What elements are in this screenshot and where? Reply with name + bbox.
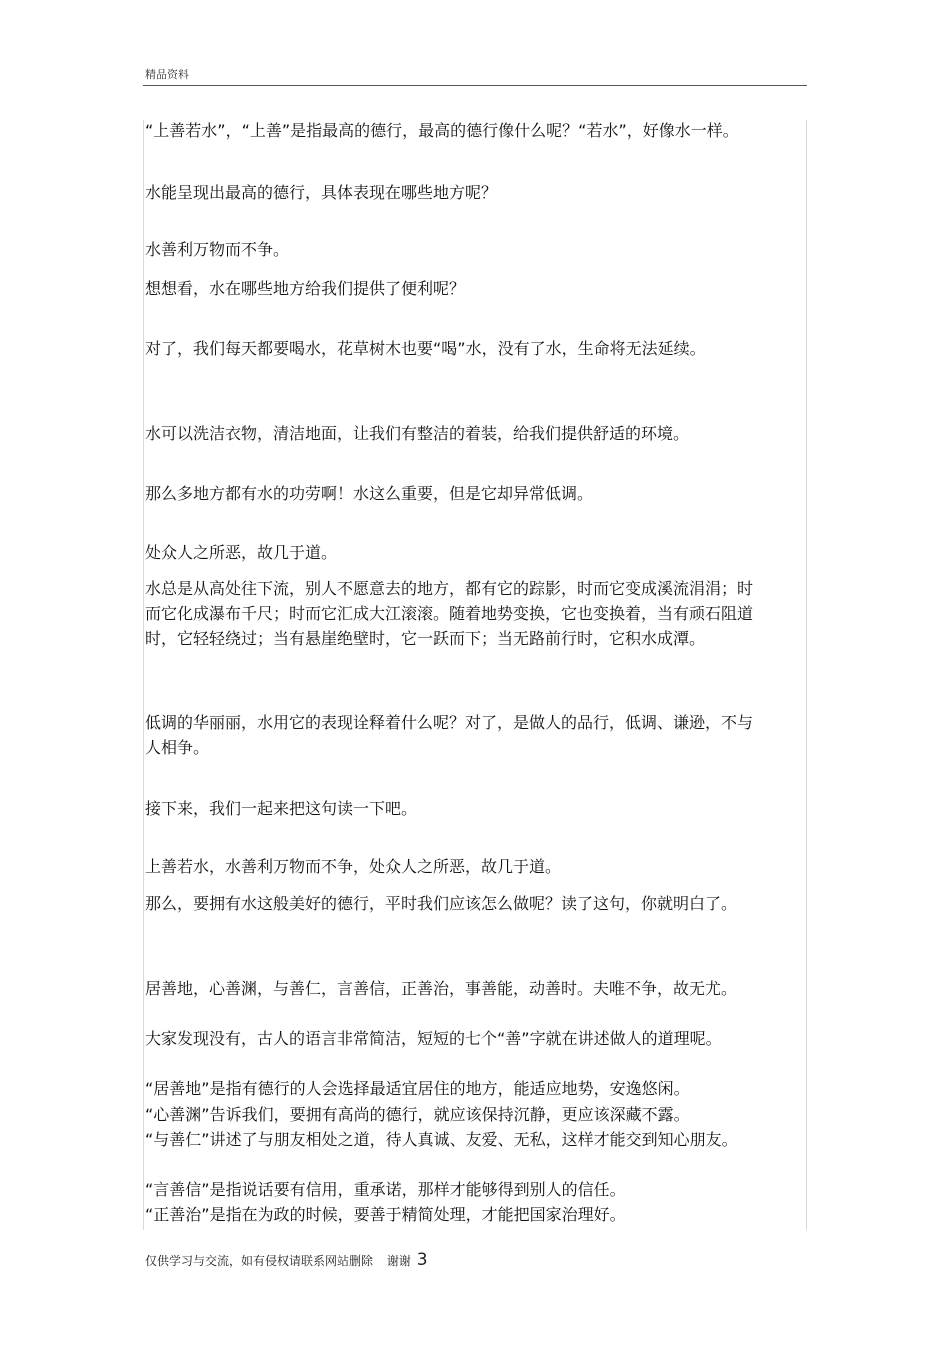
header-label: 精品资料	[145, 68, 189, 81]
paragraph-16: “居善地”是指有德行的人会选择最适宜居住的地方，能适应地势，安逸悠闲。	[145, 1079, 690, 1098]
paragraph-9: 水总是从高处往下流，别人不愿意去的地方，都有它的踪影，时而它变成溪流涓涓；时而它化成瀑布千尺；时而它汇成大江滚滚。随着地势变换，它也变换着，当有顽石阻道时，它轻轻绕过；当有悬崖绝壁时，它一跃而下；当无路前行时，它积水成潭。	[145, 579, 754, 648]
paragraph-11: 接下来，我们一起来把这句读一下吧。	[145, 799, 418, 818]
paragraph-18: “与善仁”讲述了与朋友相处之道，待人真诚、友爱、无私，这样才能交到知心朋友。	[145, 1130, 738, 1149]
paragraph-3: 水善利万物而不争。	[145, 240, 290, 259]
paragraph-5: 对了，我们每天都要喝水，花草树木也要“喝”水，没有了水，生命将无法延续。	[145, 339, 706, 358]
paragraph-2: 水能呈现出最高的德行，具体表现在哪些地方呢？	[145, 183, 498, 202]
footer	[145, 1250, 428, 1270]
paragraph-10: 低调的华丽丽，水用它的表现诠释着什么呢？对了，是做人的品行，低调、谦逊，不与人相争。	[145, 713, 754, 757]
paragraph-6: 水可以洗洁衣物，清洁地面，让我们有整洁的着装，给我们提供舒适的环境。	[145, 424, 690, 443]
paragraph-12: 上善若水，水善利万物而不争，处众人之所恶，故几于道。	[145, 857, 562, 876]
left-margin-rule	[143, 120, 144, 1230]
paragraph-4: 想想看，水在哪些地方给我们提供了便利呢？	[145, 279, 466, 298]
paragraph-17: “心善渊”告诉我们，要拥有高尚的德行，就应该保持沉静，更应该深藏不露。	[145, 1105, 690, 1124]
paragraph-8: 处众人之所恶，故几于道。	[145, 543, 338, 562]
paragraph-19: “言善信”是指说话要有信用，重承诺，那样才能够得到别人的信任。	[145, 1180, 626, 1199]
page-number: 3	[416, 1250, 428, 1270]
paragraph-7: 那么多地方都有水的功劳啊！水这么重要，但是它却异常低调。	[145, 484, 594, 503]
paragraph-14: 居善地，心善渊，与善仁，言善信，正善治，事善能，动善时。夫唯不争，故无尤。	[145, 979, 738, 998]
paragraph-15: 大家发现没有，古人的语言非常简洁，短短的七个“善”字就在讲述做人的道理呢。	[145, 1029, 722, 1048]
paragraph-20: “正善治”是指在为政的时候，要善于精简处理，才能把国家治理好。	[145, 1205, 626, 1224]
footer-notice: 仅供学习与交流，如有侵权请联系网站删除	[145, 1254, 374, 1268]
header-rule	[143, 85, 807, 86]
paragraph-13: 那么，要拥有水这般美好的德行，平时我们应该怎么做呢？读了这句，你就明白了。	[145, 894, 738, 913]
right-margin-rule	[806, 120, 807, 1230]
paragraph-1: “上善若水”，“上善”是指最高的德行，最高的德行像什么呢？“若水”，好像水一样。	[145, 121, 739, 140]
footer-thanks: 谢谢	[386, 1254, 411, 1268]
